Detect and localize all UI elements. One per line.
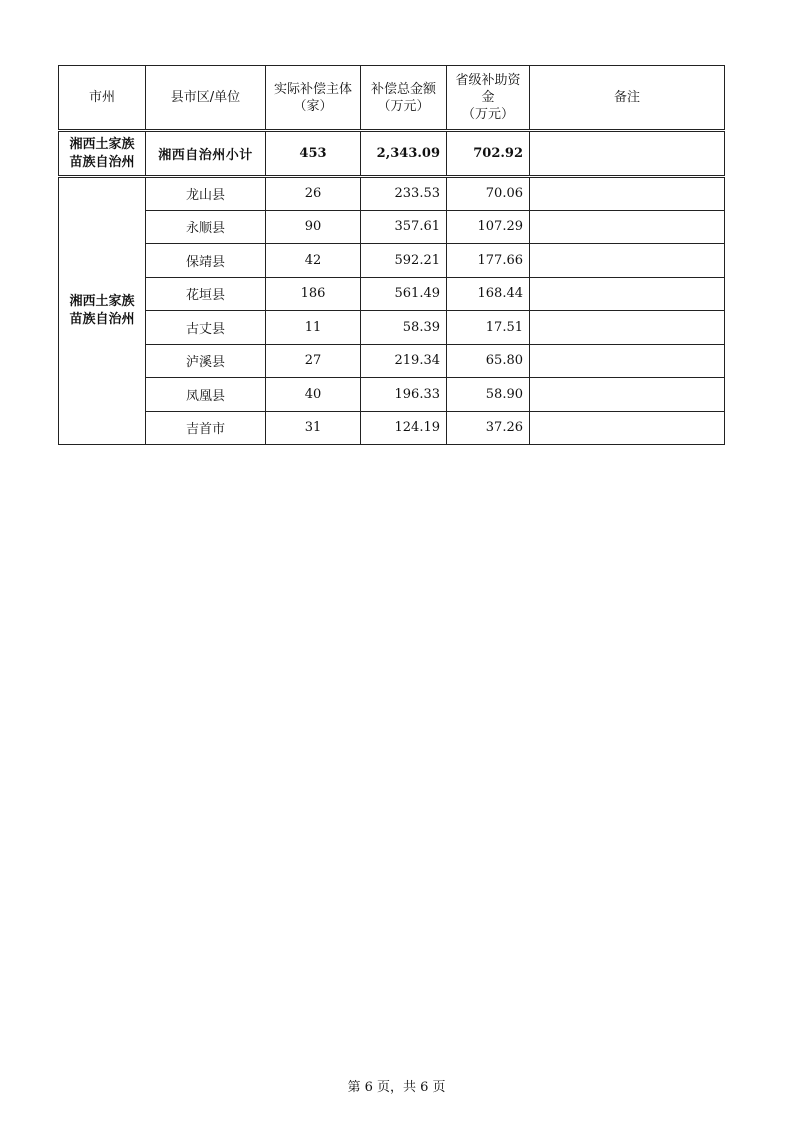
header-remarks: 备注 (530, 66, 725, 131)
county-cell: 泸溪县 (146, 344, 266, 378)
table-row (59, 311, 725, 345)
county-cell: 永顺县 (146, 210, 266, 244)
header-entities-label: 实际补偿主体 (273, 81, 352, 97)
header-total-unit: （万元） (377, 98, 430, 114)
provincial-cell: 107.29 (447, 210, 530, 244)
entities-cell: 186 (266, 277, 361, 311)
table-row (59, 244, 725, 278)
subtotal-entities-cell: 453 (266, 131, 361, 177)
page-number: 第 6 页，共 6 页 (347, 1080, 446, 1095)
subtotal-label-cell: 湘西自治州小计 (146, 131, 266, 177)
remarks-cell (530, 411, 725, 445)
provincial-cell: 58.90 (447, 378, 530, 412)
subtotal-city-cell: 湘西土家族苗族自治州 (59, 131, 146, 177)
county-cell: 花垣县 (146, 277, 266, 311)
table-row (59, 177, 725, 211)
total-cell: 233.53 (361, 177, 447, 211)
total-cell: 124.19 (361, 411, 447, 445)
header-city: 市州 (59, 66, 146, 131)
provincial-cell: 17.51 (447, 311, 530, 345)
provincial-cell: 70.06 (447, 177, 530, 211)
remarks-cell (530, 277, 725, 311)
header-county: 县市区/单位 (146, 66, 266, 131)
header-provincial-unit: （万元） (461, 107, 514, 122)
subtotal-provincial-cell: 702.92 (447, 131, 530, 177)
remarks-cell (530, 210, 725, 244)
remarks-cell (530, 311, 725, 345)
total-cell: 196.33 (361, 378, 447, 412)
table-header-row (59, 66, 725, 131)
total-cell: 357.61 (361, 210, 447, 244)
table-row (59, 277, 725, 311)
provincial-cell: 177.66 (447, 244, 530, 278)
table-row (59, 210, 725, 244)
table-row (59, 344, 725, 378)
header-entities-unit: （家） (293, 98, 333, 114)
county-cell: 龙山县 (146, 177, 266, 211)
table-row (59, 411, 725, 445)
table-row (59, 378, 725, 412)
header-provincial-funds (447, 66, 530, 131)
remarks-cell (530, 344, 725, 378)
subtotal-remarks-cell (530, 131, 725, 177)
entities-cell: 27 (266, 344, 361, 378)
subtotal-total-cell: 2,343.09 (361, 131, 447, 177)
county-cell: 保靖县 (146, 244, 266, 278)
total-cell: 561.49 (361, 277, 447, 311)
entities-cell: 11 (266, 311, 361, 345)
entities-cell: 31 (266, 411, 361, 445)
header-provincial-label: 省级补助资金 (455, 73, 521, 105)
entities-cell: 90 (266, 210, 361, 244)
group-city-cell: 湘西土家族苗族自治州 (59, 177, 146, 445)
total-cell: 219.34 (361, 344, 447, 378)
county-cell: 吉首市 (146, 411, 266, 445)
remarks-cell (530, 177, 725, 211)
header-total-amount (361, 66, 447, 131)
total-cell: 58.39 (361, 311, 447, 345)
subtotal-row (59, 131, 725, 177)
header-entities (266, 66, 361, 131)
compensation-table (58, 65, 725, 445)
remarks-cell (530, 378, 725, 412)
county-cell: 凤凰县 (146, 378, 266, 412)
entities-cell: 26 (266, 177, 361, 211)
entities-cell: 40 (266, 378, 361, 412)
county-cell: 古丈县 (146, 311, 266, 345)
provincial-cell: 37.26 (447, 411, 530, 445)
total-cell: 592.21 (361, 244, 447, 278)
entities-cell: 42 (266, 244, 361, 278)
provincial-cell: 168.44 (447, 277, 530, 311)
header-total-label: 补偿总金额 (370, 81, 436, 97)
remarks-cell (530, 244, 725, 278)
provincial-cell: 65.80 (447, 344, 530, 378)
